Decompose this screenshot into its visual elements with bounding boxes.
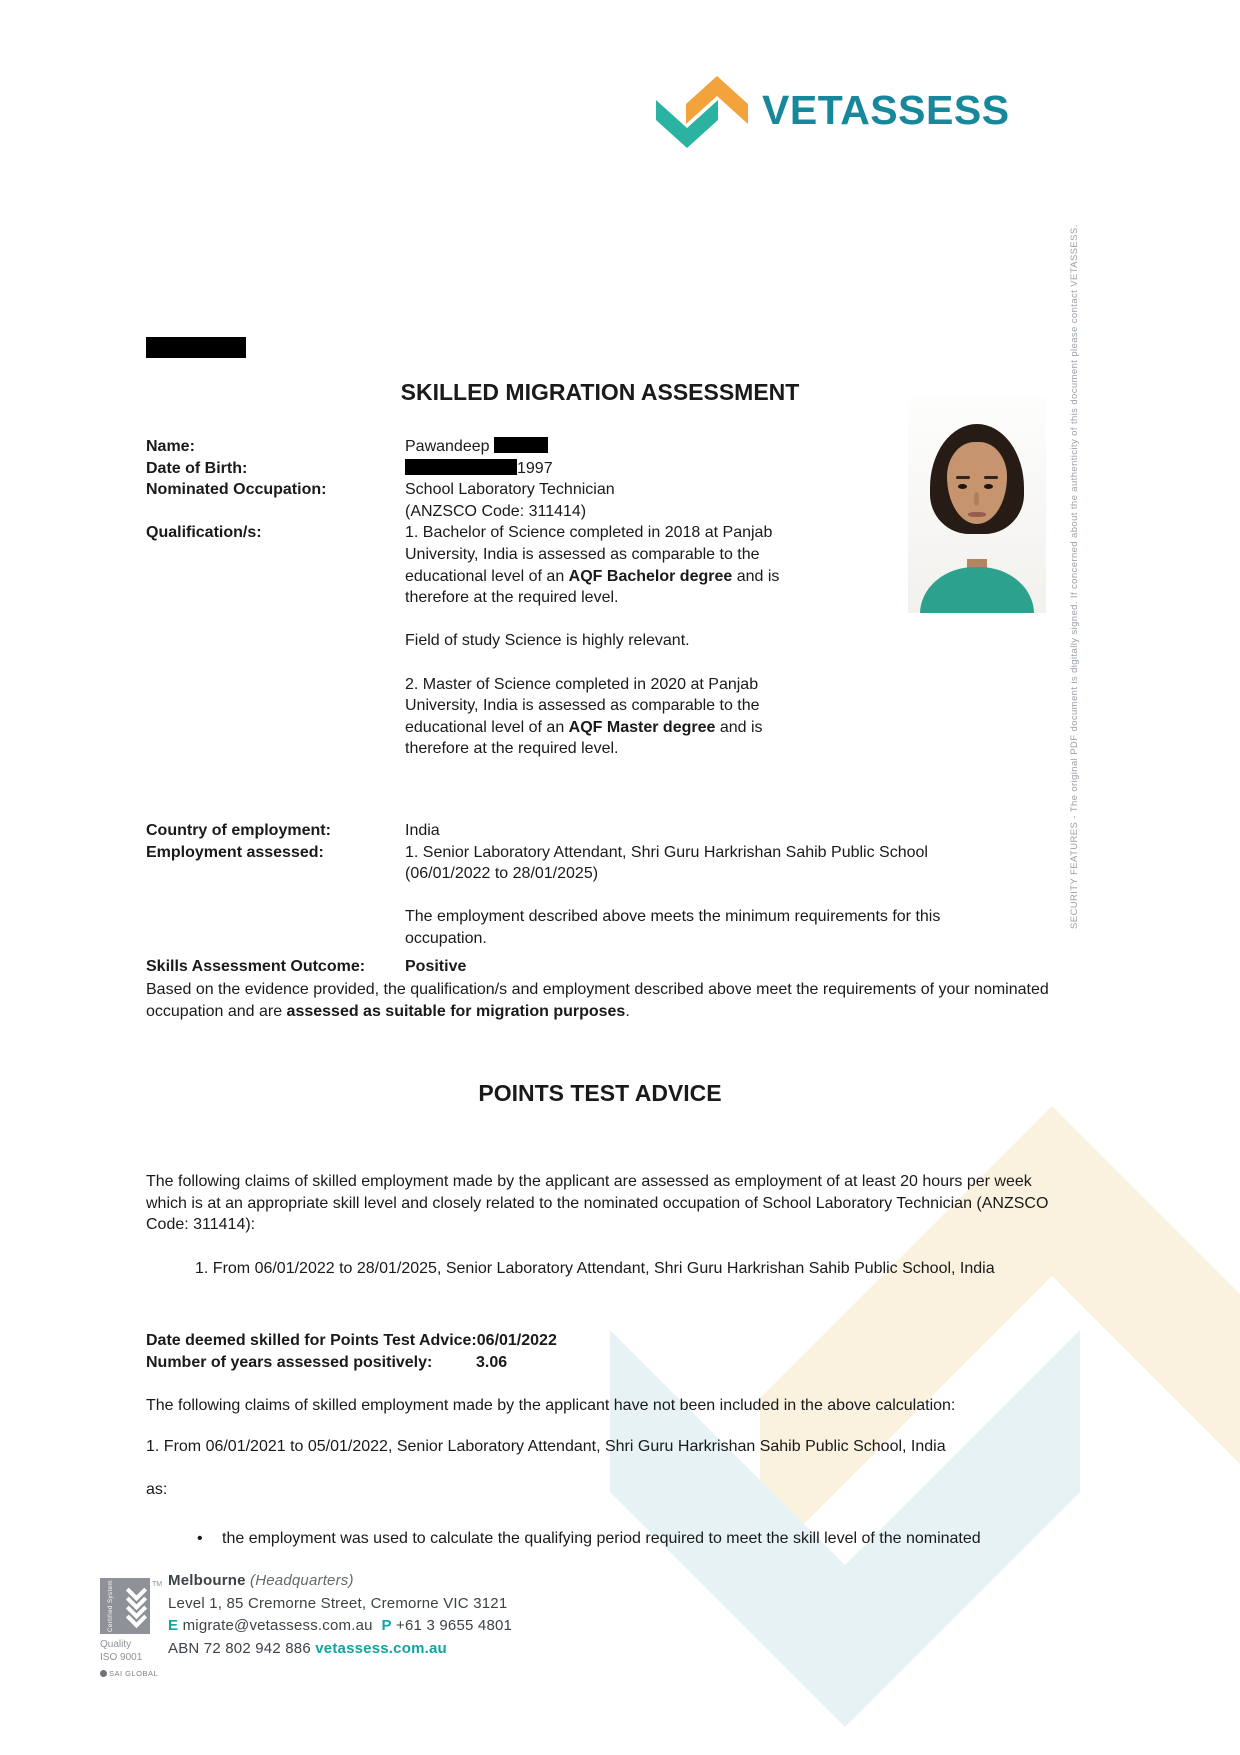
- redacted-dob: [405, 459, 517, 475]
- footer-email-link[interactable]: migrate@vetassess.com.au: [182, 1617, 373, 1634]
- years-assessed-label: Number of years assessed positively:: [146, 1353, 433, 1371]
- name-value: Pawandeep: [405, 436, 965, 458]
- qualification-2: 2. Master of Science completed in 2020 at Panjab University, India is assessed as comparable to the educational level of an AQF Master degree and is therefore at the required level.: [405, 675, 763, 758]
- country-label: Country of employment:: [146, 822, 331, 839]
- included-claim: 1. From 06/01/2022 to 28/01/2025, Senior Laboratory Attendant, Shri Guru Harkrishan Sahib Public School, India: [195, 1260, 995, 1277]
- bullet-text: the employment was used to calculate the qualifying period required to meet the skill level of the nominated: [222, 1530, 981, 1547]
- email-prefix: E: [168, 1617, 179, 1634]
- photo-nose: [974, 492, 979, 506]
- qualification-value: [405, 522, 801, 760]
- employment-value: [405, 842, 965, 950]
- footer-contact-line: [168, 1615, 512, 1638]
- footer-address: Level 1, 85 Cremorne Street, Cremorne VIC 3121: [168, 1594, 508, 1612]
- footer-city-line: [168, 1570, 512, 1593]
- bullet-item-1: [197, 1528, 1057, 1550]
- employment-label: Employment assessed:: [146, 843, 324, 861]
- certification-badge: [100, 1578, 150, 1634]
- qualification-label: Qualification/s:: [146, 524, 262, 542]
- dob-label: Date of Birth:: [146, 459, 248, 477]
- vetassess-logo: [656, 70, 1010, 150]
- vetassess-logo-icon: [656, 70, 748, 150]
- date-deemed-row: [146, 1330, 557, 1352]
- cert-iso-label: ISO 9001: [100, 1652, 143, 1663]
- years-assessed-row: [146, 1352, 557, 1374]
- footer-website-link[interactable]: vetassess.com.au: [315, 1639, 447, 1657]
- phone-prefix: P: [381, 1617, 392, 1634]
- vetassess-wordmark: VETASSESS: [762, 86, 1010, 133]
- field-row-employment: [146, 842, 965, 950]
- employment-claim: 1. Senior Laboratory Attendant, Shri Guru Harkrishan Sahib Public School (06/01/2022 to 28/01/2025): [405, 843, 928, 883]
- certified-system-label: Certified System: [108, 1579, 114, 1632]
- points-test-intro: The following claims of skilled employment made by the applicant are assessed as employment of at least 20 hours per week which is at an appropriate skill level and closely related to the nominated occupation of School Laboratory Technician (ANZSCO Code: 311414):: [146, 1173, 1049, 1234]
- occupation-value: School Laboratory Technician (ANZSCO Code: 311414): [405, 479, 965, 522]
- field-row-dob: [146, 458, 965, 480]
- field-row-qualifications: [146, 522, 965, 760]
- as-label: as:: [146, 1481, 168, 1498]
- certification-details: [100, 1638, 158, 1680]
- points-test-heading: POINTS TEST ADVICE: [478, 1080, 722, 1106]
- outcome-value: Positive: [405, 958, 467, 975]
- field-of-study-note: Field of study Science is highly relevant.: [405, 632, 690, 650]
- excluded-claim: 1. From 06/01/2021 to 05/01/2022, Senior Laboratory Attendant, Shri Guru Harkrishan Sahib Public School, India: [146, 1438, 946, 1455]
- summary-paragraph: Based on the evidence provided, the qualification/s and employment described above meet the requirements of your nominated occupation and are assessed as suitable for migration purposes.: [146, 981, 1049, 1020]
- anzsco-code: (ANZSCO Code: 311414): [405, 502, 587, 520]
- name-label: Name:: [146, 438, 195, 455]
- photo-right-brow: [984, 476, 998, 479]
- footer-abn-line: [168, 1638, 512, 1661]
- redacted-reference-bar: [146, 337, 246, 358]
- redacted-surname: [494, 437, 548, 453]
- date-deemed-label: Date deemed skilled for Points Test Advice:: [146, 1332, 477, 1349]
- badge-chevrons-icon: [124, 1578, 150, 1634]
- points-test-results: [146, 1330, 557, 1373]
- qualification-1: 1. Bachelor of Science completed in 2018 at Panjab University, India is assessed as comparable to the educational level of an AQF Bachelor degree and is therefore at the required level.: [405, 524, 780, 607]
- trademark-symbol: TM: [152, 1581, 163, 1588]
- sai-global-label: SAI GLOBAL: [100, 1667, 158, 1680]
- outcome-row: [146, 956, 965, 978]
- footer-city: Melbourne: [168, 1572, 246, 1589]
- outcome-label: Skills Assessment Outcome:: [146, 958, 366, 975]
- field-row-name: [146, 436, 965, 458]
- page-title: SKILLED MIGRATION ASSESSMENT: [400, 379, 800, 405]
- cert-quality-label: Quality: [100, 1639, 132, 1650]
- employment-fields: [146, 820, 965, 950]
- excluded-intro: The following claims of skilled employment made by the applicant have not been included in the above calculation:: [146, 1397, 956, 1414]
- sai-global-icon: [100, 1670, 107, 1677]
- country-value: India: [405, 822, 440, 839]
- identity-fields: [146, 436, 965, 760]
- footer-abn: ABN 72 802 942 886: [168, 1639, 311, 1657]
- photo-right-eye: [984, 484, 993, 489]
- bullet-icon: [197, 1528, 222, 1550]
- photo-mouth: [968, 512, 986, 517]
- footer-headquarters: (Headquarters): [250, 1572, 354, 1589]
- dob-value: 1997: [405, 458, 965, 480]
- occupation-label: Nominated Occupation:: [146, 481, 327, 499]
- date-deemed-value: 06/01/2022: [476, 1332, 557, 1349]
- footer-phone: +61 3 9655 4801: [396, 1617, 513, 1634]
- security-features-vertical-text: SECURITY FEATURES - The original PDF document is digitally signed. If concerned about the authenticity of this document please contact VETASSESS.: [1069, 224, 1080, 929]
- field-row-occupation: [146, 479, 965, 522]
- years-assessed-value: 3.06: [476, 1353, 508, 1371]
- employment-note: The employment described above meets the minimum requirements for this occupation.: [405, 908, 941, 947]
- field-row-country: [146, 820, 965, 842]
- footer-contact-block: [168, 1570, 512, 1660]
